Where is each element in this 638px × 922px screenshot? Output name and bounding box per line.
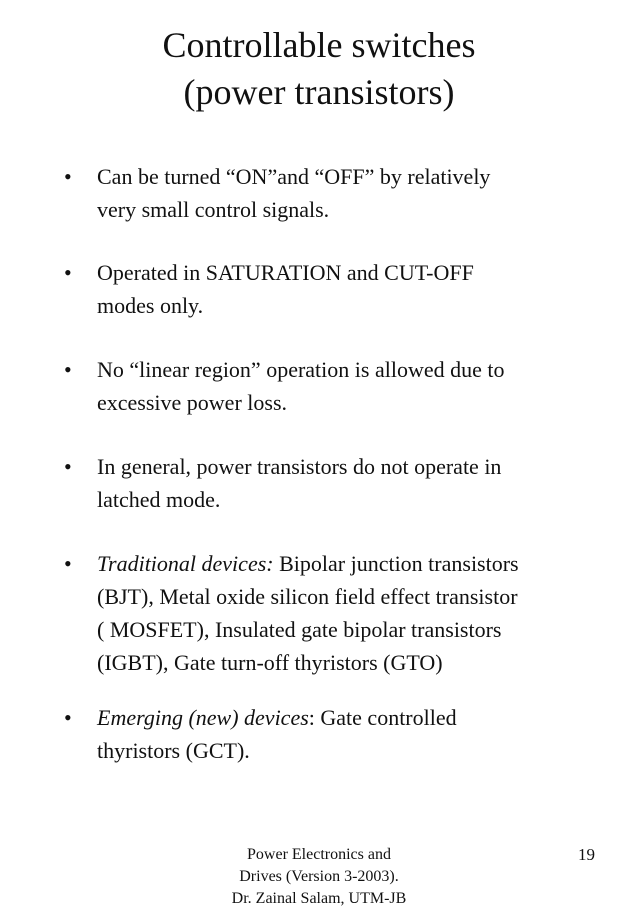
bullet-dot: • [64,551,72,576]
page-number: 19 [578,845,595,864]
bullet-line [97,547,597,580]
bullet-text [97,450,597,516]
bullet-lead-italic: Traditional devices: [97,551,274,576]
bullet-text [97,256,597,322]
bullet-text [97,701,597,767]
footer-line-3: Dr. Zainal Salam, UTM-JB [231,890,407,907]
bullet-line: modes only. [97,293,204,318]
bullet-lead-italic: Emerging (new) devices [97,705,309,730]
bullet-dot: • [64,164,72,189]
bullet-dot: • [64,260,72,285]
slide-title [0,22,638,116]
slide-footer [200,844,438,910]
bullet-line: Can be turned “ON”and “OFF” by relatively [97,164,491,189]
bullet-line: thyristors (GCT). [97,738,250,763]
footer-line-1: Power Electronics and [247,846,391,863]
title-line-2: (power transistors) [183,72,455,112]
bullet-text [97,160,597,226]
footer-line-2: Drives (Version 3-2003). [239,868,399,885]
bullet-line [97,701,597,734]
bullet-dot: • [64,357,72,382]
title-line-1: Controllable switches [162,25,476,65]
bullet-text [97,353,597,419]
bullet-line: Operated in SATURATION and CUT-OFF [97,260,474,285]
bullet-line: (BJT), Metal oxide silicon field effect transistor [97,584,518,609]
bullet-line: (IGBT), Gate turn-off thyristors (GTO) [97,650,443,675]
bullet-line: very small control signals. [97,197,330,222]
bullet-line: latched mode. [97,487,221,512]
bullet-text [97,547,597,679]
bullet-line: In general, power transistors do not operate in [97,454,502,479]
bullet-line: ( MOSFET), Insulated gate bipolar transistors [97,617,502,642]
bullet-lead-rest: Bipolar junction transistors [273,551,519,576]
bullet-dot: • [64,705,72,730]
bullet-line: excessive power loss. [97,390,288,415]
bullet-line: No “linear region” operation is allowed due to [97,357,505,382]
bullet-lead-rest: : Gate controlled [308,705,457,730]
bullet-dot: • [64,454,72,479]
